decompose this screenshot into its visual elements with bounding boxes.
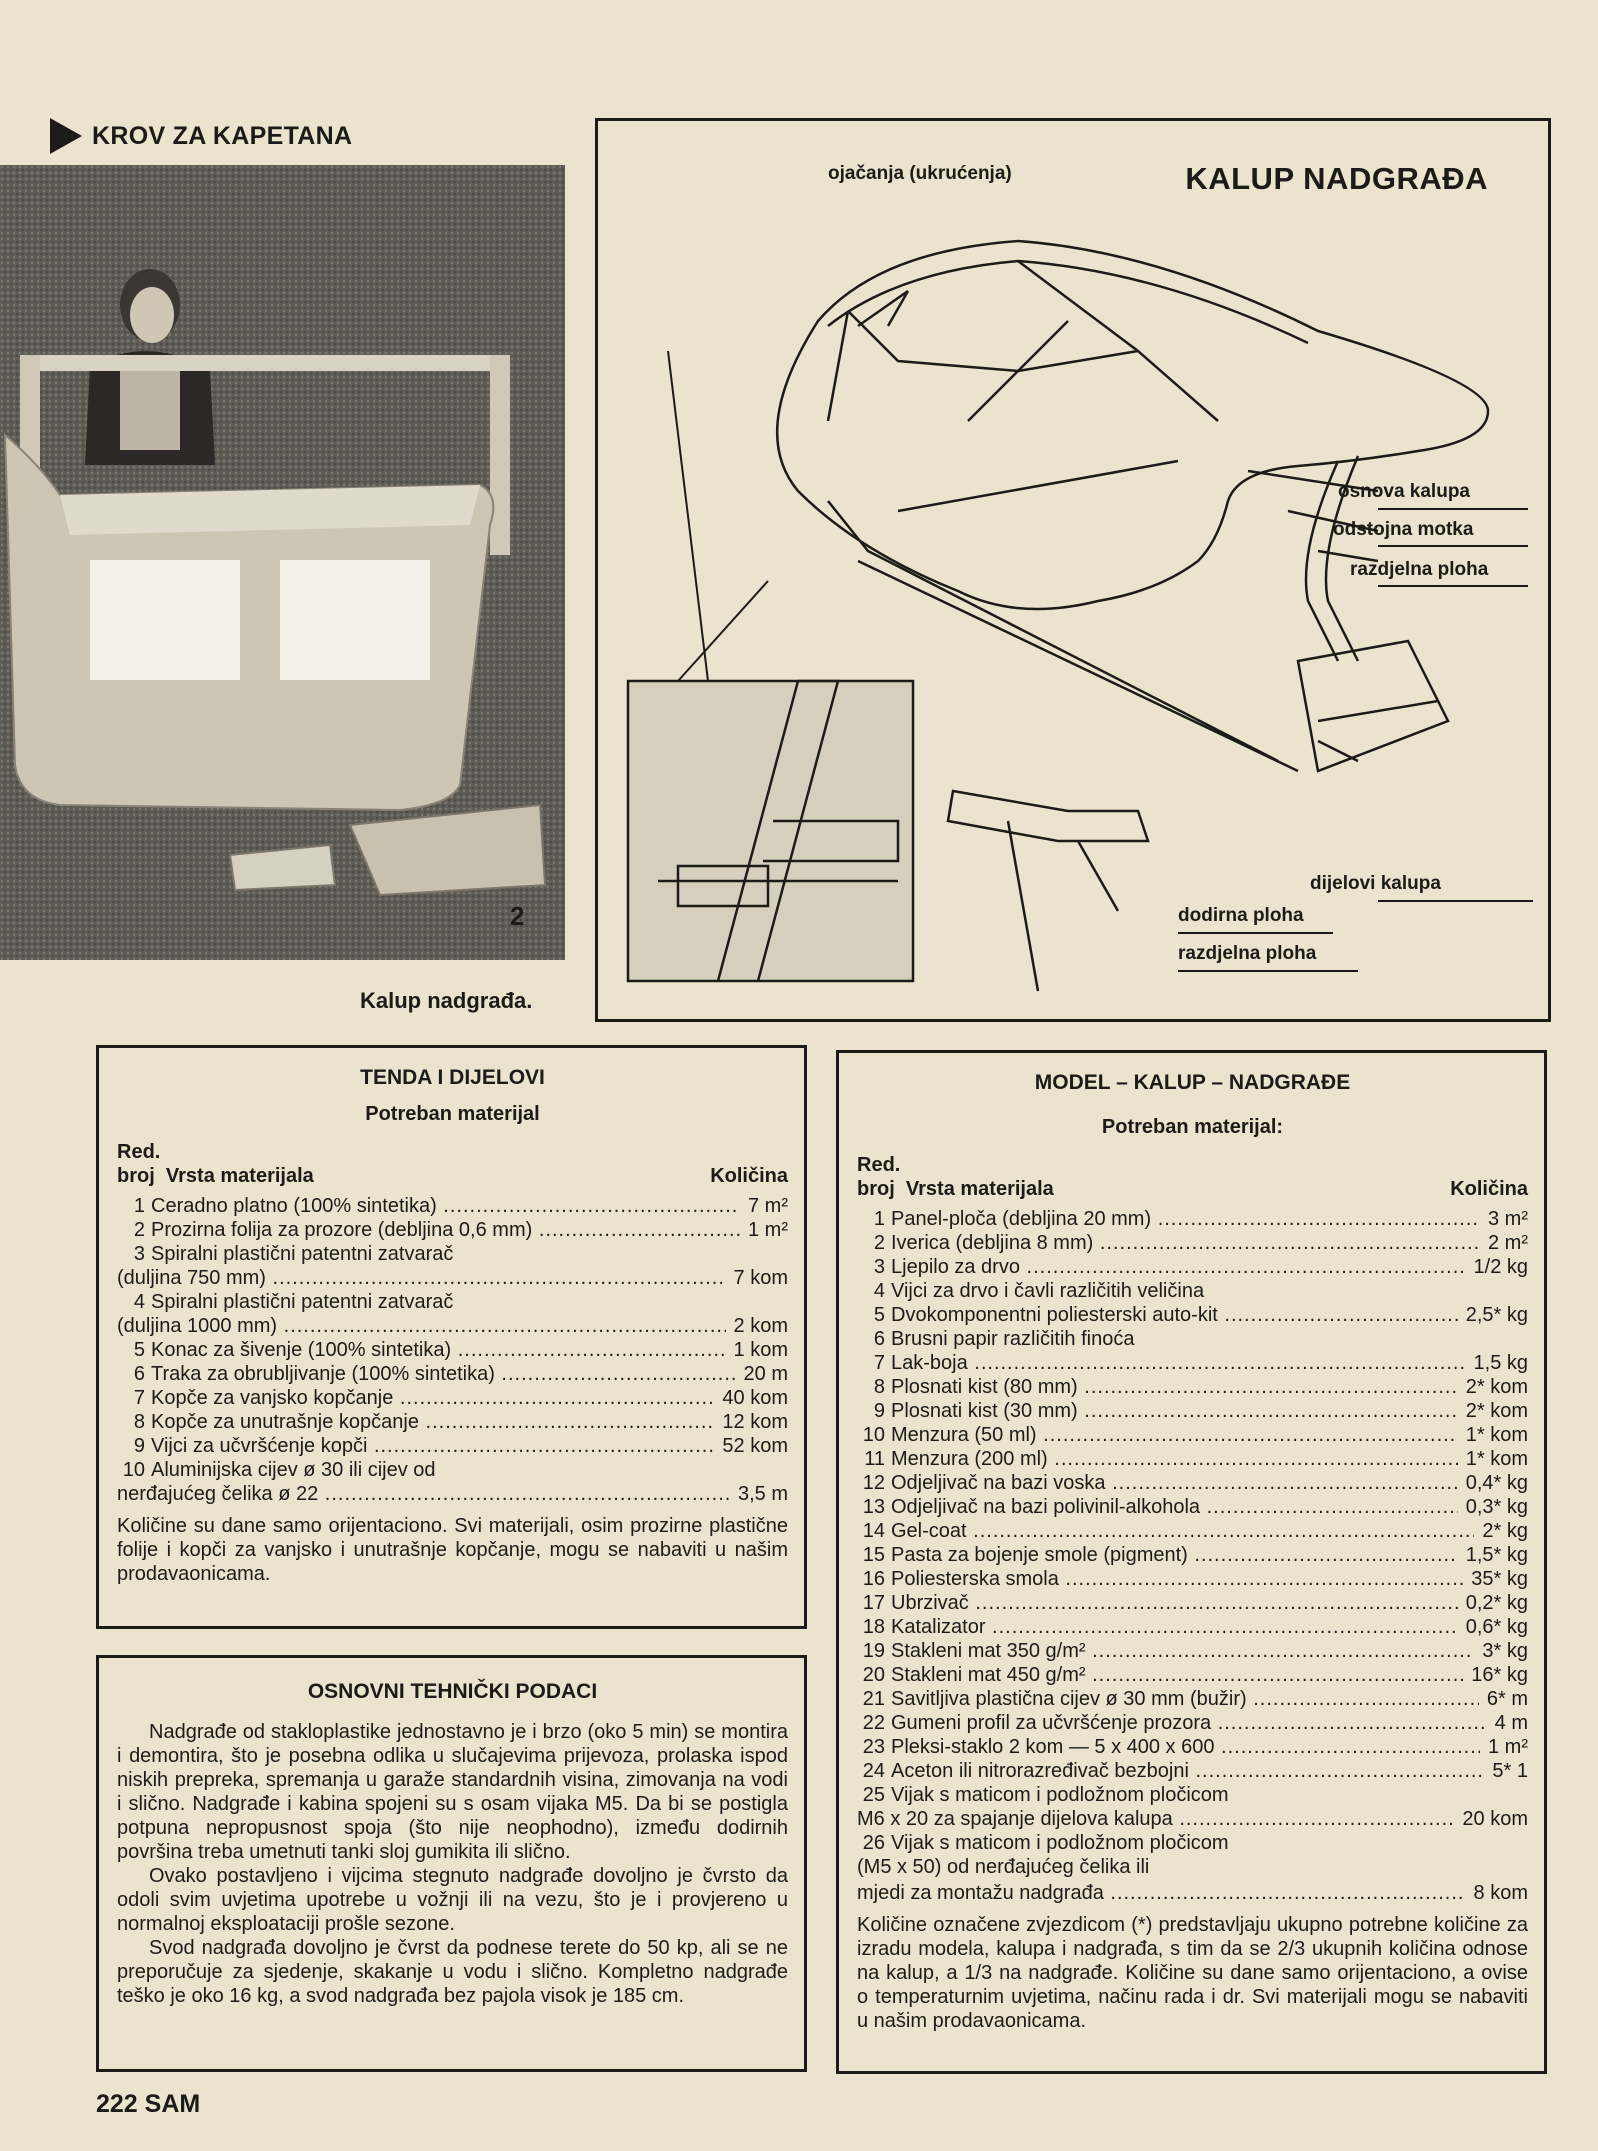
tenda-col-no-2: broj (117, 1165, 155, 1187)
list-item: 21 Savitljiva plastična cijev ø 30 mm (bužir) ..... 6* m (857, 1687, 1528, 1711)
label-mold-parts: dijelovi kalupa (1310, 873, 1441, 894)
list-item: 20 Stakleni mat 450 g/m² ..... 16* kg (857, 1663, 1528, 1687)
list-item: 23 Pleksi-staklo 2 kom — 5 x 400 x 600 ..... 1 m² (857, 1735, 1528, 1759)
model-materials-box (836, 1050, 1547, 2074)
model-subtitle: Potreban materijal: (1101, 1116, 1284, 1138)
section-header (50, 118, 352, 154)
list-item: 17 Ubrzivač ..... 0,2* kg (857, 1591, 1528, 1615)
list-item: 22 Gumeni profil za učvršćenje prozora ..... 4 m (857, 1711, 1528, 1735)
list-item: 9 Vijci za učvršćenje kopči ..... 52 kom (117, 1434, 788, 1458)
list-item: 4 Vijci za drvo i čavli različitih veličina (873, 1280, 1205, 1302)
triangle-marker-icon (50, 118, 82, 154)
tenda-subtitle: Potreban materijal (365, 1103, 540, 1125)
model-column-header (857, 1153, 1528, 1201)
list-item: 18 Katalizator ..... 0,6* kg (857, 1615, 1528, 1639)
label-parting-plane-bottom: razdjelna ploha (1178, 943, 1317, 964)
tenda-column-header (117, 1140, 788, 1188)
label-mold-base: osnova kalupa (1338, 481, 1470, 502)
list-item: 3 Spiralni plastični patentni zatvarač (133, 1243, 454, 1265)
tech-paragraph: Svod nadgrađa dovoljno je čvrst da podnese terete do 50 kp, ali se ne preporučuje za sjedenje, skakanje u vodu i slično. Kompletno nadgrađe teško je oko 16 kg, a svod nadgrađa bez pajola visok je 185 cm. (117, 1937, 788, 2007)
label-reinforcements: ojačanja (ukrućenja) (828, 163, 1012, 184)
list-item: 2 Prozirna folija za prozore (debljina 0,6 mm) ..... 1 m² (117, 1218, 788, 1242)
list-item-continuation: (duljina 1000 mm) ..... 2 kom (117, 1314, 788, 1338)
list-item-continuation: (M5 x 50) od nerđajućeg čelika ili (857, 1856, 1150, 1878)
tenda-col-no-1: Red. (117, 1141, 161, 1163)
list-item: 11 Menzura (200 ml) ..... 1* kom (857, 1447, 1528, 1471)
tenda-title: TENDA I DIJELOVI (360, 1066, 545, 1089)
list-item: 6 Traka za obrubljivanje (100% sintetika) ..... 20 m (117, 1362, 788, 1386)
page-footer: 222 SAM (96, 2090, 201, 2118)
list-item: 3 Ljepilo za drvo ..... 1/2 kg (857, 1255, 1528, 1279)
tech-paragraph: Ovako postavljeno i vijcima stegnuto nadgrađe dovoljno je čvrsto da odoli svim uvjetima upotrebe u vožnji ili na vezu, što je i provjereno u normalnoj eksploataciji prošle sezone. (117, 1865, 788, 1935)
list-item: 10 Menzura (50 ml) ..... 1* kom (857, 1423, 1528, 1447)
list-item: 15 Pasta za bojenje smole (pigment) ..... 1,5* kg (857, 1543, 1528, 1567)
list-item: 8 Kopče za unutrašnje kopčanje ..... 12 kom (117, 1410, 788, 1434)
model-title: MODEL – KALUP – NADGRAĐE (1034, 1071, 1351, 1094)
list-item: 13 Odjeljivač na bazi polivinil-alkohola ..... 0,3* kg (857, 1495, 1528, 1519)
model-col-name: Vrsta materijala (905, 1178, 1054, 1200)
label-spacer-rod: odstojna motka (1333, 519, 1474, 540)
model-col-no-1: Red. (857, 1154, 901, 1176)
list-item: 24 Aceton ili nitrorazređivač bezbojni ..... 5* 1 (857, 1759, 1528, 1783)
list-item: 19 Stakleni mat 350 g/m² ..... 3* kg (857, 1639, 1528, 1663)
tech-paragraph: Nadgrađe od stakloplastike jednostavno je i brzo (oko 5 min) se montira i demontira, što je posebna odlika u slučajevima prijevoza, prolaska ispod niskih prepreka, spremanja u garaže standardnih visina, zimovanja na vodi i slično. Nadgrađe i kabina spojeni su s osam vijaka M5. Da bi se postigla potpuna nepropusnost spoja (što nije neophodno), između dodirnih površina treba umetnuti tanki sloj gumikita ili slično. (117, 1721, 788, 1863)
list-item: 7 Kopče za vanjsko kopčanje ..... 40 kom (117, 1386, 788, 1410)
tenda-col-qty: Količina (710, 1165, 788, 1187)
list-item-continuation: (duljina 750 mm) ..... 7 kom (117, 1266, 788, 1290)
list-item: 1 Panel-ploča (debljina 20 mm) ..... 3 m² (857, 1207, 1528, 1231)
list-item: 1 Ceradno platno (100% sintetika) ..... 7 m² (117, 1194, 788, 1218)
list-item: 5 Dvokomponentni poliesterski auto-kit ..... 2,5* kg (857, 1303, 1528, 1327)
tenda-col-name: Vrsta materijala (165, 1165, 314, 1187)
mold-photo-illustration (0, 165, 565, 960)
list-item: 12 Odjeljivač na bazi voska ..... 0,4* kg (857, 1471, 1528, 1495)
list-item: 5 Konac za šivenje (100% sintetika) ..... 1 kom (117, 1338, 788, 1362)
list-item: 26 Vijak s maticom i podložnom pločicom (862, 1832, 1229, 1854)
tech-title: OSNOVNI TEHNIČKI PODACI (307, 1680, 598, 1703)
list-item: 7 Lak-boja ..... 1,5 kg (857, 1351, 1528, 1375)
list-item: 2 Iverica (debljina 8 mm) ..... 2 m² (857, 1231, 1528, 1255)
list-item: 9 Plosnati kist (30 mm) ..... 2* kom (857, 1399, 1528, 1423)
list-item: 8 Plosnati kist (80 mm) ..... 2* kom (857, 1375, 1528, 1399)
photo-corner-number: 2 (510, 901, 525, 931)
label-contact-surface: dodirna ploha (1178, 905, 1304, 926)
tech-text (117, 1720, 788, 2008)
section-label: KROV ZA KAPETANA (92, 121, 353, 150)
model-list (857, 1207, 1528, 1905)
model-col-no-2: broj (857, 1178, 895, 1200)
technical-data-box (96, 1655, 807, 2072)
mold-photo (0, 165, 565, 960)
list-item-continuation: M6 x 20 za spajanje dijelova kalupa ..... 20 kom (857, 1807, 1528, 1831)
mold-diagram (595, 118, 1551, 1022)
list-item: 6 Brusni papir različitih finoća (873, 1328, 1135, 1350)
list-item: 4 Spiralni plastični patentni zatvarač (133, 1291, 454, 1313)
list-item: 14 Gel-coat ..... 2* kg (857, 1519, 1528, 1543)
list-item: 25 Vijak s maticom i podložnom pločicom (862, 1784, 1229, 1806)
tenda-note: Količine su dane samo orijentaciono. Svi materijali, osim prozirne plastične folije i kopči za vanjsko i unutrašnje kopčanje, mogu se nabaviti u našim prodavaonicama. (117, 1515, 788, 1585)
list-item-continuation: mjedi za montažu nadgrađa ..... 8 kom (857, 1881, 1528, 1905)
tenda-materials-box (96, 1045, 807, 1629)
list-item: 16 Poliesterska smola ..... 35* kg (857, 1567, 1528, 1591)
diagram-title: KALUP NADGRAĐA (1185, 161, 1488, 196)
model-note: Količine označene zvjezdicom (*) predstavljaju ukupno potrebne količine za izradu modela, kalupa i nadgrađa, s tim da se 2/3 ukupnih količina odnose na kalup, a 1/3 na nadgrađe. Količine su dane samo orijentaciono, a ovise o temperaturnim uvjetima, načinu rada i dr. Svi materijali mogu se nabaviti u našim prodavaonicama. (857, 1914, 1528, 2032)
photo-caption: Kalup nadgrađa. (360, 988, 533, 1013)
label-parting-plane-top: razdjelna ploha (1350, 559, 1489, 580)
list-item: 10 Aluminijska cijev ø 30 ili cijev od (122, 1459, 436, 1481)
tenda-list (117, 1194, 788, 1506)
model-col-qty: Količina (1450, 1178, 1528, 1200)
list-item-continuation: nerđajućeg čelika ø 22 ..... 3,5 m (117, 1482, 788, 1506)
